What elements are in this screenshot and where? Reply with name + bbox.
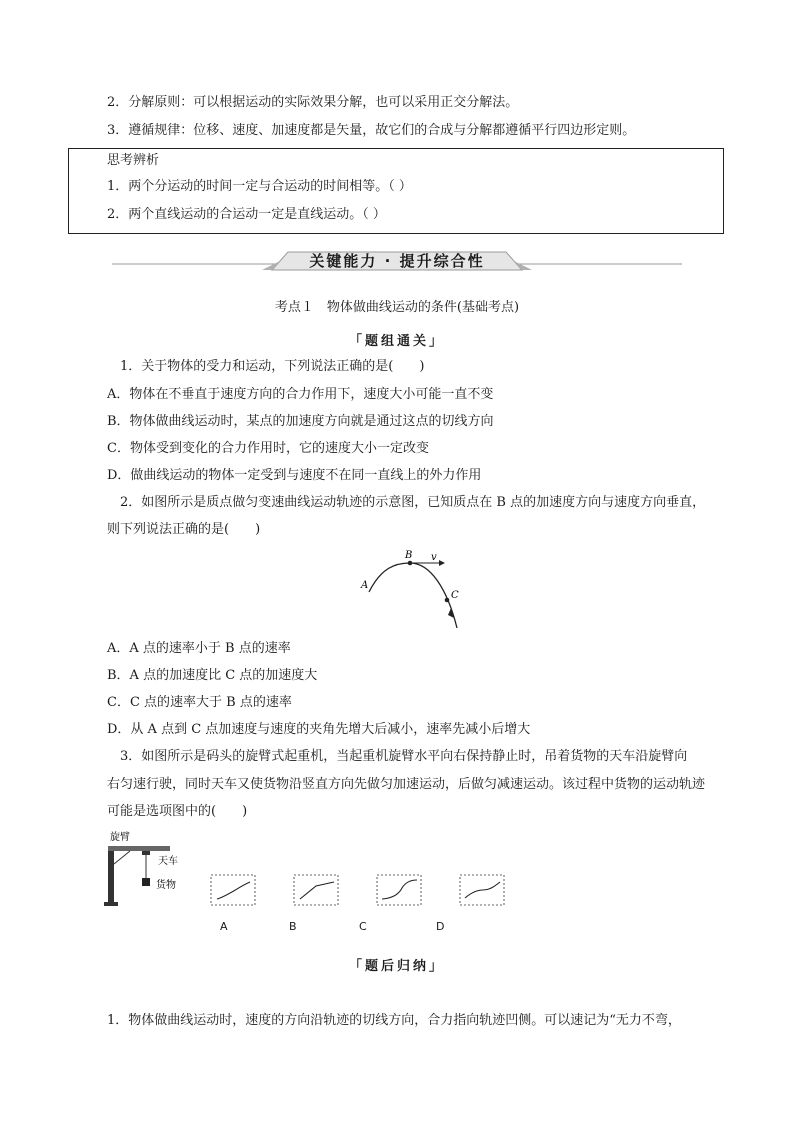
option-d-label: D [436,920,445,933]
think-question-1: 1．两个分运动的时间一定与合运动的时间相等。（ ） [107,179,412,194]
q3-stem-line-2: 右匀速行驶，同时天车又使货物沿竖直方向先做匀加速运动，后做匀减速运动。该过程中货物的运动轨迹 [107,777,706,792]
label-b: B [405,550,413,561]
option-d-curve [465,882,500,898]
crane-base [104,902,118,906]
crane-trolley [142,851,150,855]
option-c-curve [382,880,417,899]
option-a-curve [217,882,250,899]
q3-stem-line-3: 可能是选项图中的( ) [107,804,248,819]
option-a-box [211,875,255,905]
label-v: v [431,552,437,563]
q3-stem-line-1: 3．如图所示是码头的旋臂式起重机，当起重机旋臂水平向右保持静止时，吊着货物的天车沿旋臂向 [120,749,688,764]
after-header: 「题后归纳」 [348,959,445,974]
q2-option-c: C．C 点的速率大于 B 点的速率 [107,695,292,710]
q2-option-b: B．A 点的加速度比 C 点的加速度大 [107,668,318,683]
think-box-title: 思考辨析 [107,153,160,168]
q1-option-b: B．物体做曲线运动时，某点的加速度方向就是通过这点的切线方向 [107,414,494,429]
group-header: 「题组通关」 [348,334,445,349]
label-c: C [451,590,459,601]
q2-option-a: A．A 点的速率小于 B 点的速率 [107,641,291,656]
intro-item-3: 3．遵循规律：位移、速度、加速度都是矢量，故它们的合成与分解都遵循平行四边形定则。 [107,123,636,138]
option-b-curve [300,882,334,899]
crane-arm-label: 旋臂 [110,832,130,843]
option-c-label: C [359,920,367,933]
crane-figure [100,826,210,910]
think-question-2: 2．两个直线运动的合运动一定是直线运动。（ ） [107,207,386,222]
option-c-box [377,875,421,905]
q2-stem-line-2: 则下列说法正确的是( ) [107,522,261,537]
q1-option-d: D．做曲线运动的物体一定受到与速度不在同一直线上的外力作用 [107,468,482,483]
kaodian-title: 考点１ 物体做曲线运动的条件(基础考点) [274,300,520,315]
option-a-label: A [220,920,228,933]
q2-option-d: D．从 A 点到 C 点加速度与速度的夹角先增大后减小，速率先减小后增大 [107,722,531,737]
q1-option-a: A．物体在不垂直于速度方向的合力作用下，速度大小可能一直不变 [107,387,494,402]
trajectory-figure [355,548,475,634]
crane-arm [108,846,170,851]
option-graphs [210,872,510,912]
section-banner [112,246,682,276]
crane-mast [108,848,114,906]
option-b-label: B [289,920,297,933]
q1-option-c: C．物体受到变化的合力作用时，它的速度大小一定改变 [107,441,429,456]
crane-brace [114,851,130,864]
crane-trolley-label: 天车 [158,856,178,867]
banner-title: 关键能力 · 提升综合性 [309,252,485,270]
summary-item-1: 1．物体做曲线运动时，速度的方向沿轨迹的切线方向，合力指向轨迹凹侧。可以速记为“无力不弯， [107,1013,681,1028]
q2-stem-line-1: 2．如图所示是质点做匀变速曲线运动轨迹的示意图，已知质点在 B 点的加速度方向与速度方向垂直， [120,495,706,510]
trajectory-curve [369,563,457,628]
crane-cargo-label: 货物 [156,880,176,891]
velocity-arrowhead [439,560,445,566]
label-a: A [361,580,369,591]
intro-item-2: 2．分解原则：可以根据运动的实际效果分解，也可以采用正交分解法。 [107,95,519,110]
point-c [445,598,450,603]
q1-stem: 1．关于物体的受力和运动，下列说法正确的是( ) [120,359,425,374]
option-b-box [294,875,338,905]
crane-cargo [142,878,150,886]
